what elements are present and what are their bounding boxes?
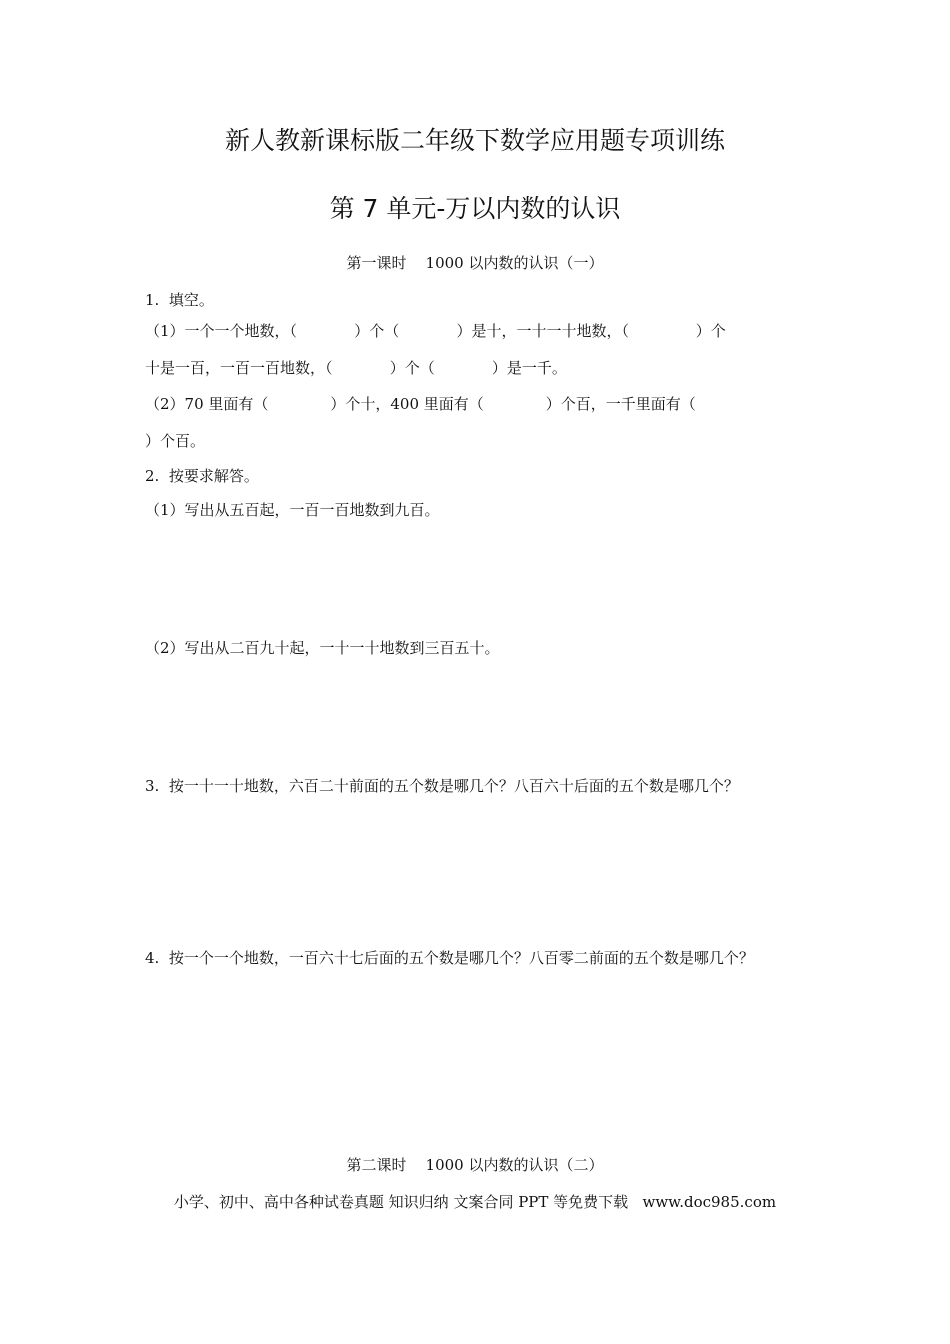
question-2-part-2: （2）写出从二百九十起，一十一十地数到三百五十。 [145, 639, 500, 657]
question-1-line-4: ）个百。 [145, 432, 206, 450]
lesson-heading-1: 第一课时 1000 以内数的认识（一） [346, 254, 604, 272]
question-4: 4. 按一个一个地数，一百六十七后面的五个数是哪几个？八百零二前面的五个数是哪几个？ [145, 949, 754, 967]
question-1-line-3: （2）70 里面有（ ）个十，400 里面有（ ）个百，一千里面有（ [145, 395, 696, 413]
unit-subtitle: 第 7 单元-万以内数的认识 [329, 194, 621, 223]
question-2-part-1: （1）写出从五百起，一百一百地数到九百。 [145, 501, 440, 519]
question-1-line-2: 十是一百，一百一百地数，（ ）个（ ）是一千。 [145, 359, 567, 377]
question-3: 3. 按一十一十地数，六百二十前面的五个数是哪几个？八百六十后面的五个数是哪几个？ [145, 777, 739, 795]
footer-text: 小学、初中、高中各种试卷真题 知识归纳 文案合同 PPT 等免费下载 www.doc985.com [173, 1193, 777, 1211]
lesson-heading-2: 第二课时 1000 以内数的认识（二） [346, 1156, 604, 1174]
question-1-line-1: （1）一个一个地数，（ ）个（ ）是十，一十一十地数，（ ）个 [145, 322, 726, 340]
question-1-label: 1. 填空。 [145, 291, 214, 309]
page-title: 新人教新课标版二年级下数学应用题专项训练 [224, 126, 725, 155]
question-2-label: 2. 按要求解答。 [145, 467, 259, 485]
